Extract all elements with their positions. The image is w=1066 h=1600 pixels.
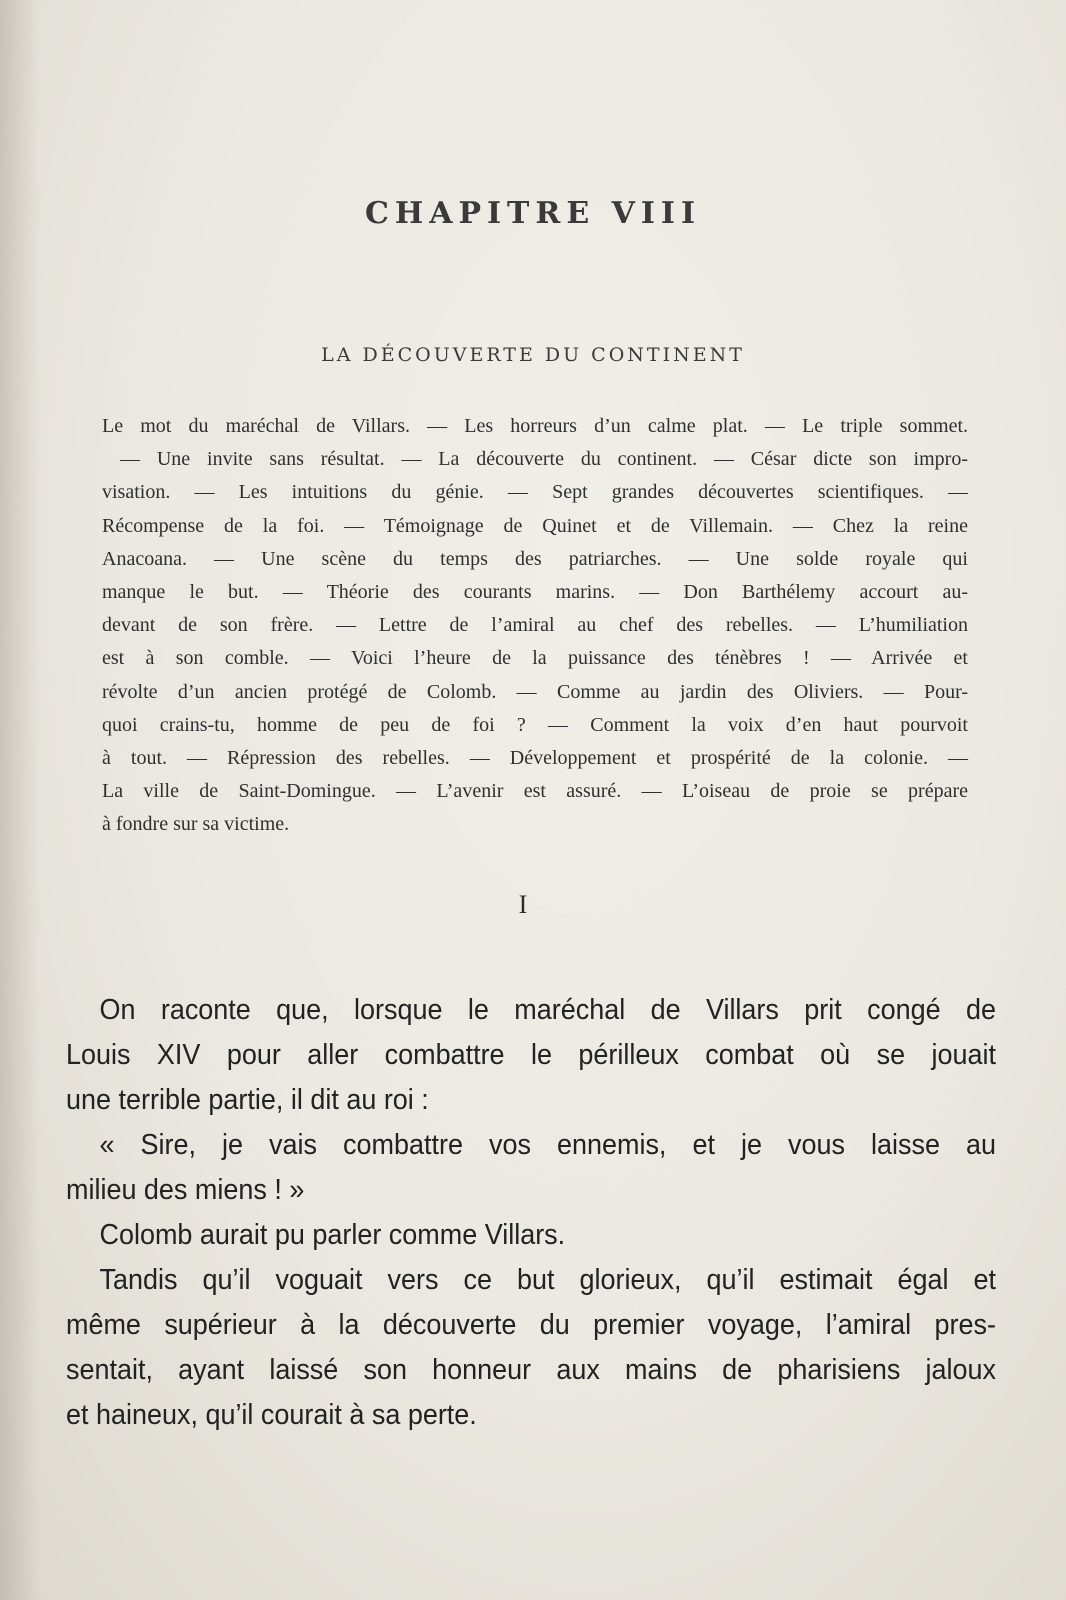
body-line: Louis XIV pour aller combattre le périlleux combat où se jouait	[66, 1039, 996, 1071]
body-line: et haineux, qu’il courait à sa perte.	[66, 1399, 477, 1431]
section-number: I	[518, 890, 528, 919]
summary-line: révolte d’un ancien protégé de Colomb. — Comme au jardin des Oliviers. — Pour-	[102, 680, 968, 703]
summary-line: quoi crains-tu, homme de peu de foi ? — Comment la voix d’en haut pourvoit	[102, 713, 968, 736]
body-line: Tandis qu’il voguait vers ce but glorieux, qu’il estimait égal et	[99, 1264, 997, 1296]
body-line: même supérieur à la découverte du premier voyage, l’amiral pres-	[66, 1309, 996, 1341]
chapter-summary	[102, 410, 968, 842]
chapter-subtitle: LA DÉCOUVERTE DU CONTINENT	[321, 344, 745, 366]
body-line: une terrible partie, il dit au roi :	[66, 1084, 429, 1116]
body-line: milieu des miens ! »	[66, 1174, 305, 1206]
summary-line: Récompense de la foi. — Témoignage de Quinet et de Villemain. — Chez la reine	[102, 514, 968, 537]
summary-line: visation. — Les intuitions du génie. — Sept grandes découvertes scientifiques. —	[102, 481, 968, 504]
body-text	[66, 988, 997, 1438]
summary-line: Le mot du maréchal de Villars. — Les horreurs d’un calme plat. — Le triple sommet.	[102, 415, 968, 437]
body-line: sentait, ayant laissé son honneur aux mains de pharisiens jaloux	[66, 1354, 996, 1386]
summary-line: Anacoana. — Une scène du temps des patriarches. — Une solde royale qui	[102, 547, 968, 570]
summary-line: à tout. — Répression des rebelles. — Développement et prospérité de la colonie. —	[102, 747, 968, 770]
summary-line: manque le but. — Théorie des courants marins. — Don Barthélemy accourt au-	[102, 581, 968, 604]
body-line: « Sire, je vais combattre vos ennemis, et je vous laisse au	[99, 1129, 997, 1161]
chapter-title: CHAPITRE VIII	[364, 196, 702, 231]
summary-line: La ville de Saint-Domingue. — L’avenir est assuré. — L’oiseau de proie se prépare	[102, 780, 968, 803]
body-line: On raconte que, lorsque le maréchal de Villars prit congé de	[99, 994, 997, 1026]
body-line: Colomb aurait pu parler comme Villars.	[99, 1219, 566, 1251]
summary-line: devant de son frère. — Lettre de l’amiral au chef des rebelles. — L’humiliation	[102, 614, 968, 637]
summary-line: à fondre sur sa victime.	[102, 813, 290, 836]
summary-line: — Une invite sans résultat. — La découverte du continent. — César dicte son impro-	[120, 448, 968, 471]
summary-line: est à son comble. — Voici l’heure de la puissance des ténèbres ! — Arrivée et	[102, 647, 968, 670]
